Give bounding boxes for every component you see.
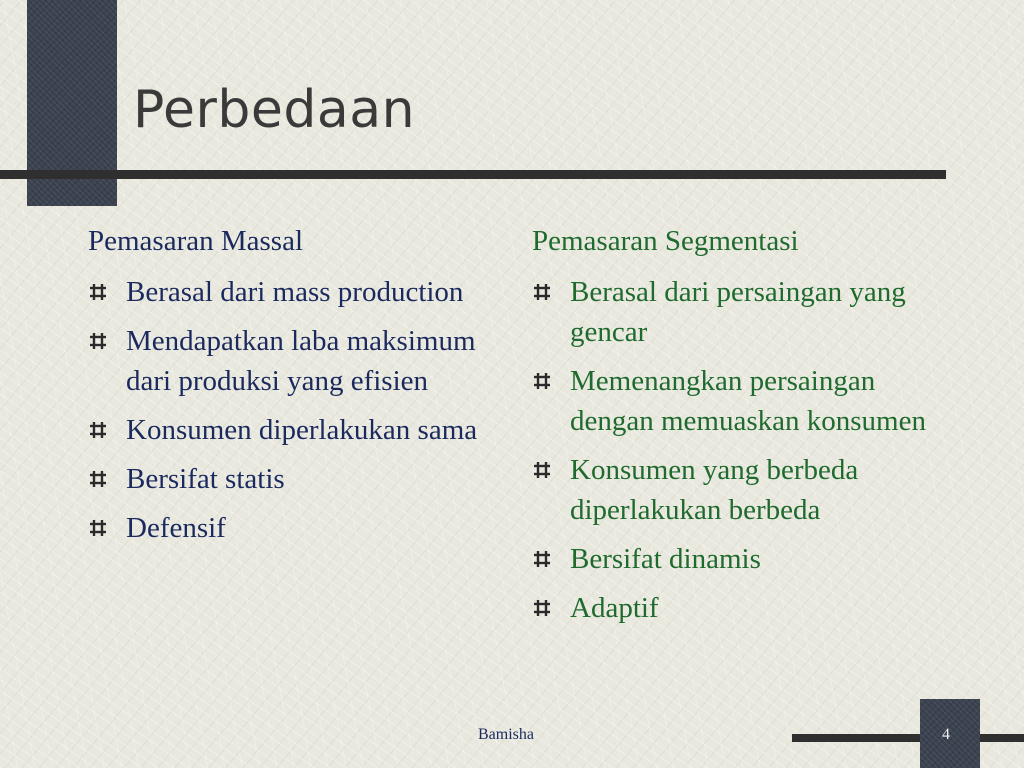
list-item <box>88 459 488 499</box>
page-number: 4 <box>942 726 950 743</box>
left-column-list <box>88 272 488 548</box>
hash-bullet-icon <box>88 469 108 489</box>
list-item-text: Bersifat dinamis <box>570 543 761 575</box>
list-item-text: Mendapatkan laba maksimum dari produksi yang efisien <box>126 325 476 397</box>
list-item <box>88 272 488 312</box>
list-item-text: Konsumen yang berbeda diperlakukan berbeda <box>570 454 859 526</box>
list-item-text: Berasal dari persaingan yang gencar <box>570 276 906 348</box>
title-underline-bar <box>0 170 946 179</box>
list-item <box>532 361 952 441</box>
list-item <box>532 450 952 530</box>
list-item-text: Konsumen diperlakukan sama <box>126 414 478 446</box>
right-column <box>532 222 952 637</box>
hash-bullet-icon <box>532 460 552 480</box>
list-item-text: Berasal dari mass production <box>126 276 464 308</box>
hash-bullet-icon <box>532 549 552 569</box>
left-column <box>88 222 488 557</box>
slide-title: Perbedaan <box>133 80 416 140</box>
hash-bullet-icon <box>88 331 108 351</box>
list-item-text: Adaptif <box>570 592 659 624</box>
hash-bullet-icon <box>88 518 108 538</box>
hash-bullet-icon <box>532 371 552 391</box>
list-item <box>532 588 952 628</box>
hash-bullet-icon <box>532 282 552 302</box>
hash-bullet-icon <box>88 420 108 440</box>
list-item-text: Bersifat statis <box>126 463 285 495</box>
right-column-heading: Pemasaran Segmentasi <box>532 225 799 257</box>
decorative-footer-block <box>920 699 980 768</box>
footer-bar <box>792 734 1024 742</box>
left-column-heading: Pemasaran Massal <box>88 225 304 257</box>
list-item <box>88 410 488 450</box>
list-item <box>532 272 952 352</box>
right-column-list <box>532 272 952 628</box>
list-item-text: Memenangkan persaingan dengan memuaskan konsumen <box>570 365 926 437</box>
list-item <box>88 508 488 548</box>
hash-bullet-icon <box>532 598 552 618</box>
list-item-text: Defensif <box>126 512 226 544</box>
hash-bullet-icon <box>88 282 108 302</box>
list-item <box>532 539 952 579</box>
footer-text: Bamisha <box>478 726 534 743</box>
list-item <box>88 321 488 401</box>
